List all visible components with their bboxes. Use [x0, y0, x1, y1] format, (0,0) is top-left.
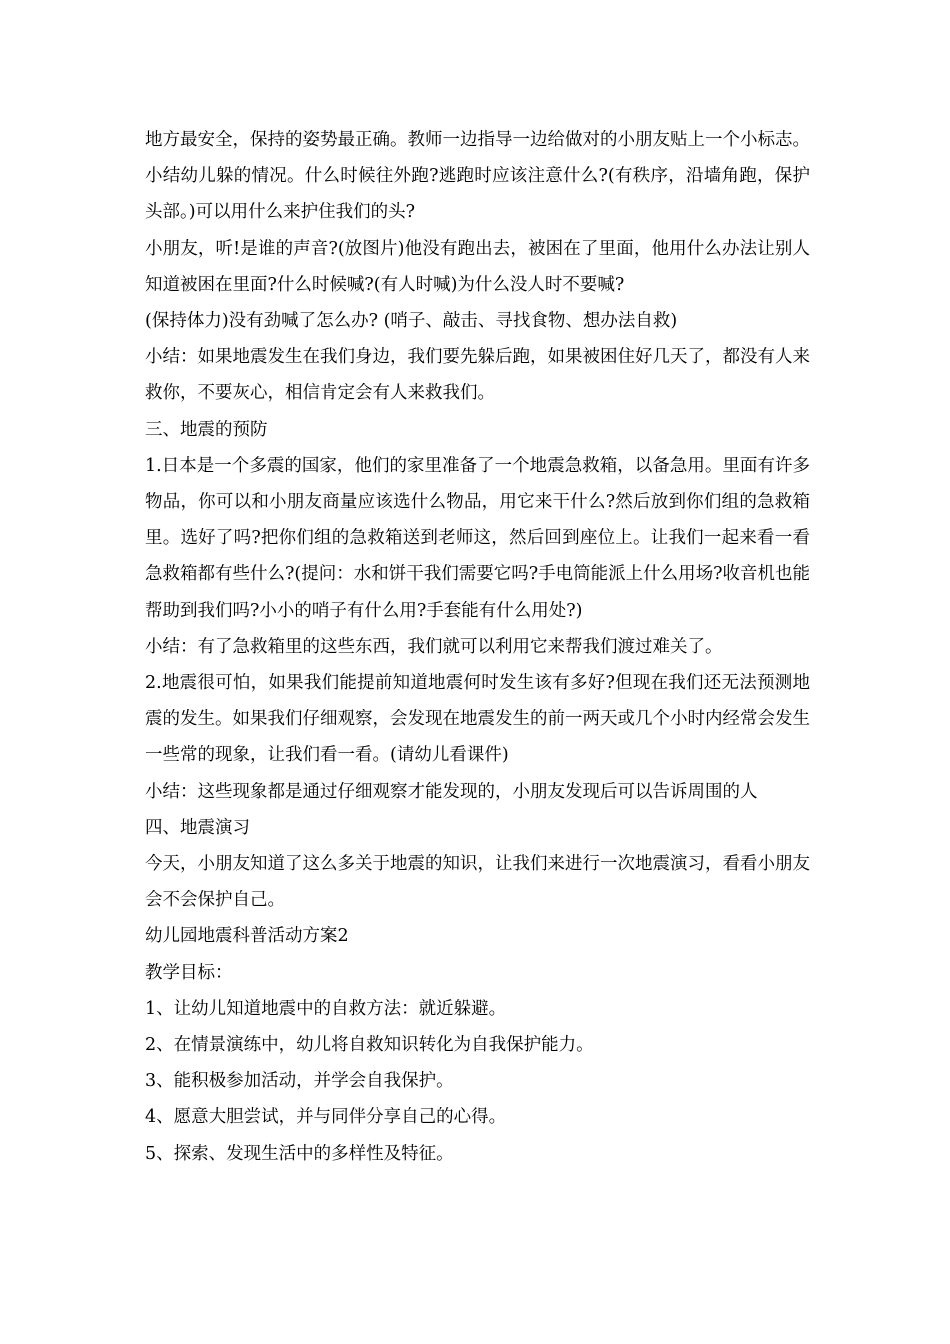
paragraph-hiding-summary: 地方最安全，保持的姿势最正确。教师一边指导一边给做对的小朋友贴上一个小标志。小结幼儿躲的情况。什么时候往外跑?逃跑时应该注意什么?(有秩序，沿墙角跑，保护头部。)可以用什么来护住我们的头?: [145, 130, 810, 223]
list-item-goal-4: 4、愿意大胆尝试，并与同伴分享自己的心得。: [145, 1107, 507, 1128]
list-item-goal-3: 3、能积极参加活动，并学会自我保护。: [145, 1071, 454, 1092]
list-item-goal-2: 2、在情景演练中，幼儿将自救知识转化为自我保护能力。: [145, 1035, 594, 1056]
paragraph-drill-intro: 今天，小朋友知道了这么多关于地震的知识，让我们来进行一次地震演习，看看小朋友会不会保护自己。: [145, 854, 810, 911]
list-item-goal-5: 5、探索、发现生活中的多样性及特征。: [145, 1143, 454, 1164]
heading-teaching-goals: 教学目标：: [145, 962, 233, 983]
section-heading-drill: 四、地震演习: [145, 817, 250, 838]
list-item-goal-1: 1、让幼儿知道地震中的自救方法：就近躲避。: [145, 998, 507, 1019]
paragraph-earthquake-signs: 2.地震很可怕，如果我们能提前知道地震何时发生该有多好?但现在我们还无法预测地震的发生。如果我们仔细观察，会发现在地震发生的前一两天或几个小时内经常会发生一些常的现象，让我们看一看。(请幼儿看课件): [145, 673, 810, 766]
document-body: [145, 122, 810, 1172]
paragraph-summary-kit: 小结：有了急救箱里的这些东西，我们就可以利用它来帮我们渡过难关了。: [145, 636, 723, 657]
paragraph-save-strength: (保持体力)没有劲喊了怎么办? (哨子、敲击、寻找食物、想办法自救): [145, 311, 678, 332]
paragraph-emergency-kit: 1.日本是一个多震的国家，他们的家里准备了一个地震急救箱，以备急用。里面有许多物品，你可以和小朋友商量应该选什么物品，用它来干什么?然后放到你们组的急救箱里。选好了吗?把你们组的急救箱送到老师这，然后回到座位上。让我们一起来看一看急救箱都有些什么?(提问：水和饼干我们需要它吗?手电筒能派上什么用场?收音机也能帮助到我们吗?小小的哨子有什么用?手套能有什么用处?): [145, 455, 810, 621]
paragraph-trapped-question: 小朋友，听!是谁的声音?(放图片)他没有跑出去，被困在了里面，他用什么办法让别人知道被困在里面?什么时候喊?(有人时喊)为什么没人时不要喊?: [145, 238, 810, 295]
paragraph-summary-observe: 小结：这些现象都是通过仔细观察才能发现的，小朋友发现后可以告诉周围的人: [145, 781, 758, 802]
section-heading-prevention: 三、地震的预防: [145, 419, 268, 440]
document-title-plan-2: 幼儿园地震科普活动方案2: [145, 926, 349, 947]
paragraph-summary-rescue: 小结：如果地震发生在我们身边，我们要先躲后跑，如果被困住好几天了，都没有人来救你，不要灰心，相信肯定会有人来救我们。: [145, 347, 810, 404]
